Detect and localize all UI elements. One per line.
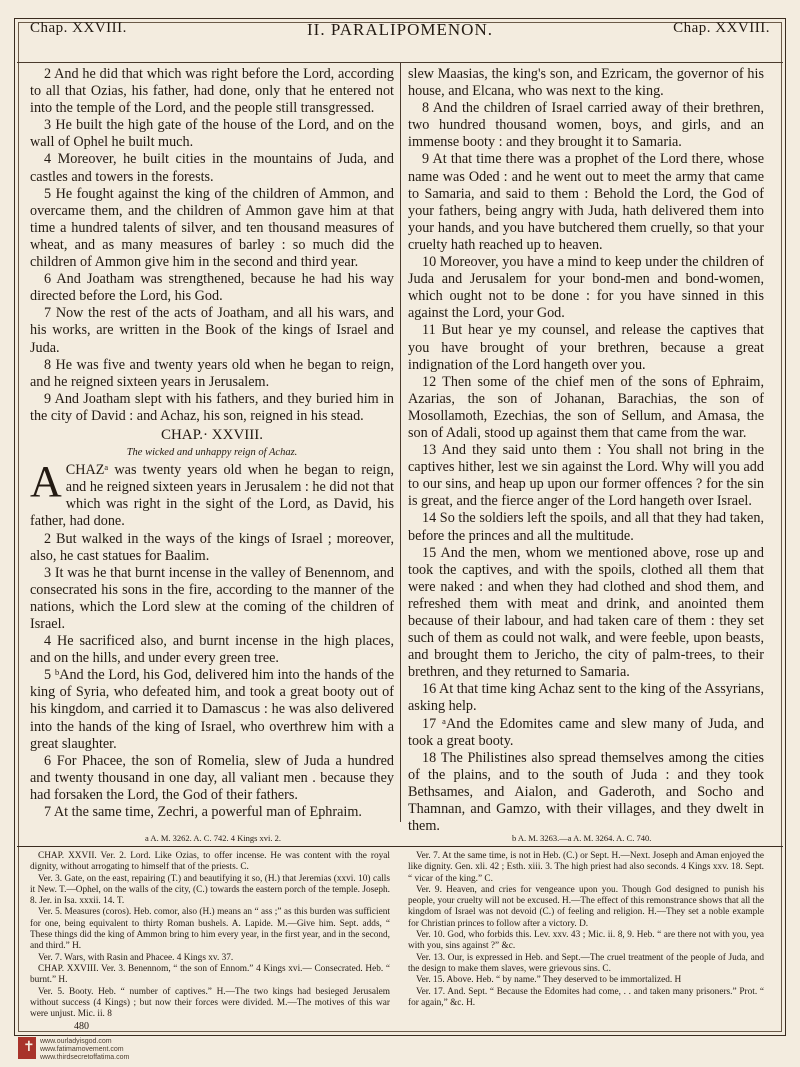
footer-link[interactable]: www.fatimamovement.com <box>40 1046 124 1053</box>
header-left: Chap. XXVIII. <box>30 20 127 36</box>
verse-paragraph: 16 At that time king Achaz sent to the king of the Assyrians, asking help. <box>408 681 764 715</box>
verse-paragraph: 3 He built the high gate of the house of the Lord, and on the wall of Ophel he built much. <box>30 117 394 151</box>
footer-link[interactable]: www.ourladyisgod.com <box>40 1038 112 1045</box>
verse-paragraph: 2 And he did that which was right before the Lord, according to all that Ozias, his father, had done, only that he entered not into the temple of the Lord, and the people still transgressed. <box>30 66 394 117</box>
commentary-note: Ver. 15. Above. Heb. “ by name.” They deserved to be immortalized. H <box>416 975 682 986</box>
commentary-note: Ver. 7. At the same time, is not in Heb. (C.) or Sept. H.—Next. Joseph and Aman enjoyed the like dignity. Gen. xli. 42 ; Esth. xiii. 3. The high priest had also seconds. 4 Kings xxv. 18. Sept. “ vicar of the king.” C. <box>408 851 764 884</box>
left-column <box>30 66 394 821</box>
verse-paragraph: 3 It was he that burnt incense in the valley of Benennom, and consecrated his sons in the fire, according to the manner of the nations, which the Lord slew at the coming of the children of Israel. <box>30 564 394 632</box>
verse-paragraph: slew Maasias, the king's son, and Ezricam, the governor of his house, and Elcana, who was next to the king. <box>408 66 764 100</box>
footer-link[interactable]: www.thirdsecretoffatima.com <box>40 1054 130 1061</box>
verse-paragraph: 15 And the men, whom we mentioned above, rose up and took the captives, and with the spoils, clothed all them that were naked : and when they had clothed and shod them, and refreshed them with meat and drink, and anointed them because of their labour, and had taken care of them : they set such of them as could not walk, and were feeble, upon beasts, and brought them to Jericho, the city of palm-trees, to their brethren, and they returned to Samaria. <box>408 544 764 681</box>
first-paragraph-text: CHAZᵃ was twenty years old when he began to reign, and he reigned sixteen years in Jerusalem : he did not that which was right in the sight of the Lord, as David, his father, had done. <box>30 462 394 530</box>
verse-paragraph: 17 ᵃAnd the Edomites came and slew many of Juda, and took a great booty. <box>408 715 764 749</box>
footnote-left: a A. M. 3262. A. C. 742. 4 Kings xvi. 2. <box>145 833 282 843</box>
chapter-heading: CHAP.· XXVIII. <box>160 426 264 443</box>
commentary-note: Ver. 5. Booty. Heb. “ number of captives.” H.—The two kings had besieged Jerusalem without success (4 Kings) ; but now their forces were divided. M.—The motives of this war were unjust. Mic. ii. 8 <box>30 986 390 1020</box>
verse-paragraph: 4 He sacrificed also, and burnt incense in the high places, and on the hills, and under every green tree. <box>30 633 394 667</box>
header-right: Chap. XXVIII. <box>673 20 770 36</box>
commentary-note: Ver. 13. Our, is expressed in Heb. and Sept.—The cruel treatment of the people of Juda, and the design to make them slaves, were grievous sins. C. <box>408 952 764 974</box>
footer-links <box>40 1038 129 1062</box>
verse-paragraph: 7 Now the rest of the acts of Joatham, and all his wars, and his works, are written in the Book of the kings of Israel and Juda. <box>30 305 394 356</box>
verse-paragraph: 8 He was five and twenty years old when he began to reign, and he reigned sixteen years in Jerusalem. <box>30 356 394 390</box>
verse-paragraph: 7 At the same time, Zechri, a powerful man of Ephraim. <box>44 804 362 821</box>
verse-paragraph: 2 But walked in the ways of the kings of Israel ; moreover, also, he cast statues for Baalim. <box>30 530 394 564</box>
verse-paragraph: 6 For Phacee, the son of Romelia, slew of Juda a hundred and twenty thousand in one day, all valiant men . because they had forsaken the Lord, the God of their fathers. <box>30 752 394 803</box>
verse-paragraph: 14 So the soldiers left the spoils, and all that they had taken, before the princes and all the multitude. <box>408 510 764 544</box>
verse-paragraph: 11 But hear ye my counsel, and release the captives that you have brought of your brethren, because a great indignation of the Lord hangeth over you. <box>408 322 764 373</box>
drop-cap: A <box>30 457 62 507</box>
verse-paragraph: 18 The Philistines also spread themselves among the cities of the plains, and to the south of Juda : and they took Bethsames, and Aialon, and Gaderoth, and Socho and Thamnan, and Gamzo, with their villages, and they dwelt in them. <box>408 749 764 835</box>
notes-right <box>408 851 764 1009</box>
chapter-subtitle: The wicked and unhappy reign of Achaz. <box>126 447 298 459</box>
commentary-note: Ver. 7. Wars, with Rasin and Phacee. 4 Kings xv. 37. <box>38 952 234 963</box>
verse-paragraph: 5 He fought against the king of the children of Ammon, and overcame them, and the children of Ammon gave him at that time a hundred talents of silver, and ten thousand measures of wheat, and as many measures of barley : so much did the children of Ammon give him in the second and third year. <box>30 185 394 271</box>
verse-paragraph: 10 Moreover, you have a mind to keep under the children of Juda and Jerusalem for your bond-men and bond-women, which ought not to be done : for you have sinned in this against the Lord, your God. <box>408 254 764 322</box>
notes-rule <box>17 846 783 847</box>
chapter-first-paragraph <box>30 457 394 530</box>
verse-paragraph: 4 Moreover, he built cities in the mountains of Juda, and castles and towers in the forests. <box>30 151 394 185</box>
commentary-note: Ver. 3. Gate, on the east, repairing (T.) and beautifying it so, (H.) that Jeremias (xxvi. 10) calls it New. T.—Ophel, on the walls of the city, (C.) towards the eastern porch of the temple. Joseph. 8. Jer. in Isa. xxxii. 14. T. <box>30 873 390 907</box>
commentary-note: Ver. 9. Heaven, and cries for vengeance upon you. Though God designed to punish his people, your cruelty will not be excused. H.—The effect of this remonstrance shows that all the kingdom of Israel was not devoid (C.) of feeling and religion. H.—They set a noble example for Christian princes to follow after a victory. D. <box>408 884 764 929</box>
verse-paragraph: 5 ᵇAnd the Lord, his God, delivered him into the hands of the king of Syria, who defeated him, and took a great booty out of his kingdom, and carried it to Damascus : he was also delivered into the hands of the king of Israel, who overthrew him with a great slaughter. <box>30 667 394 752</box>
right-column <box>408 66 764 835</box>
verse-paragraph: 9 At that time there was a prophet of the Lord there, whose name was Oded : and he went out to meet the army that came to Samaria, and said to them : Behold the Lord, the God of your fathers, being angry with Juda, hath delivered them into your hands, and you have butchered them cruelly, so that your cruelty hath reached up to heaven. <box>408 151 764 253</box>
commentary-note: Ver. 5. Measures (coros). Heb. comor, also (H.) means an “ ass ;” as this burden was sufficient for one, being equivalent to thirty Roman bushels. A. Lapide. M.—Give him. Sept. adds, “ These things did the king of Ammon bring to him every year, in the first year, and in the second, and third.” H. <box>30 907 390 952</box>
commentary-note: CHAP. XXVII. Ver. 2. Lord. Like Ozias, to offer incense. He was content with the royal dignity, without arrogating to himself that of the priests. C. <box>30 851 390 873</box>
verse-paragraph: 6 And Joatham was strengthened, because he had his way directed before the Lord, his God. <box>30 271 394 305</box>
page-number: 480 <box>74 1021 89 1033</box>
commentary-note: CHAP. XXVIII. Ver. 3. Benennom, “ the son of Ennom.” 4 Kings xvi.— Consecrated. Heb. “ burnt.” H. <box>30 963 390 986</box>
verse-paragraph: 12 Then some of the chief men of the sons of Ephraim, Azarias, the son of Johanan, Barachias, the son of Mosollamoth, Ezechias, the son of Sellum, and Amasa, the son of Adali, stood up against them that came from the war. <box>408 373 764 441</box>
verse-paragraph: 13 And they said unto them : You shall not bring in the captives hither, lest we sin against the Lord. Why will you add to our sins, and heap up upon our former offences ? for the sin is great, and the fierce anger of the Lord hangeth over Israel. <box>408 442 764 510</box>
notes-left <box>30 851 390 1033</box>
column-divider <box>400 62 401 822</box>
commentary-note: Ver. 10. God, who forbids this. Lev. xxv. 43 ; Mic. ii. 8, 9. Heb. “ are there not with you, yea with you, sins against ?” &c. <box>408 930 764 952</box>
commentary-note: Ver. 17. And. Sept. “ Because the Edomites had come, . . and taken many prisoners.” Prot. “ for again,” &c. H. <box>408 986 764 1008</box>
verse-paragraph: 8 And the children of Israel carried away of their brethren, two hundred thousand women, boys, and girls, and an immense booty : and they brought it to Samaria. <box>408 100 764 151</box>
site-logo-icon: ✝ <box>18 1037 36 1059</box>
footnote-right: b A. M. 3263.—a A. M. 3264. A. C. 740. <box>512 833 652 843</box>
header-title: II. PARALIPOMENON. <box>307 20 493 39</box>
verse-paragraph: 9 And Joatham slept with his fathers, and they buried him in the city of David : and Achaz, his son, reigned in his stead. <box>30 390 394 424</box>
